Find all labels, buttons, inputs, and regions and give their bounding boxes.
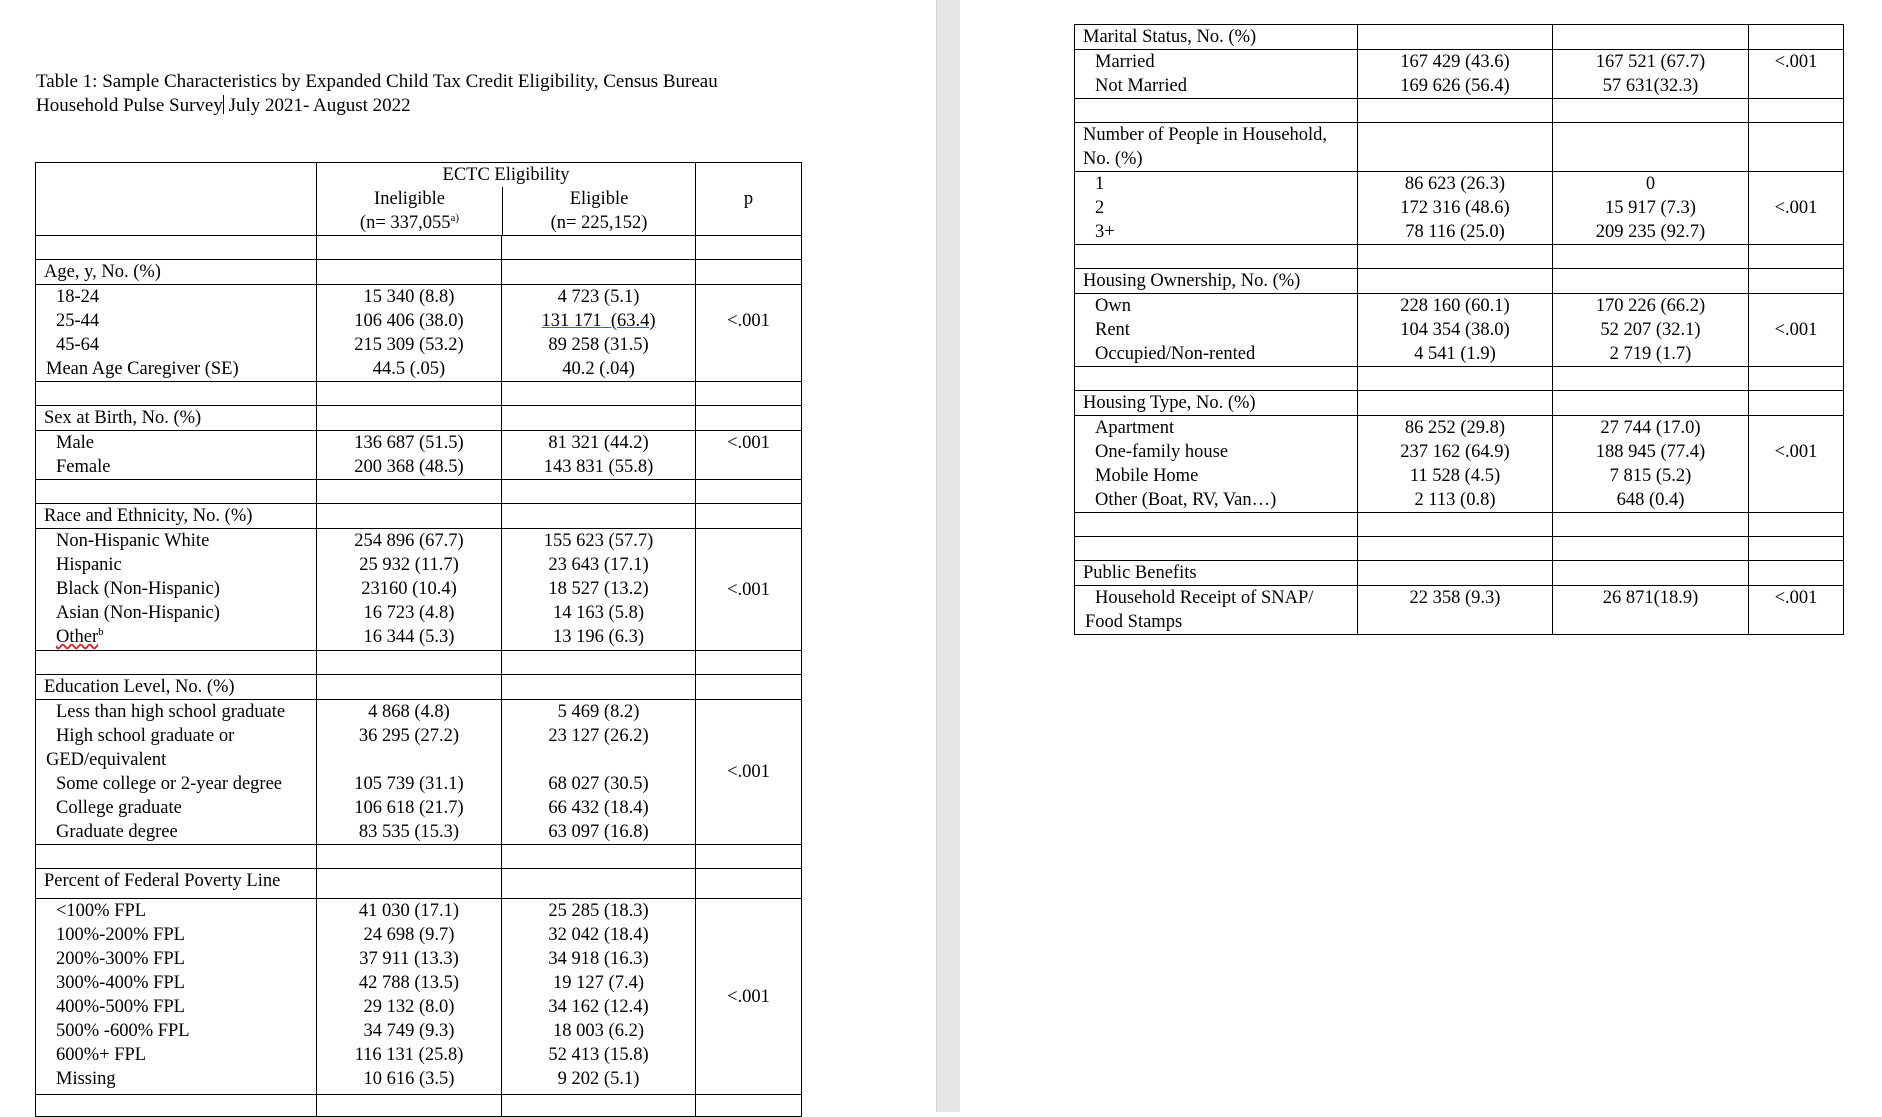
section-title-ownership: Housing Ownership, No. (%) bbox=[1075, 269, 1358, 294]
characteristics-table-right bbox=[1074, 24, 1844, 635]
section-title-sex: Sex at Birth, No. (%) bbox=[36, 406, 317, 431]
p-value-education: <.001 bbox=[696, 700, 802, 845]
section-body-benefits: Household Receipt of SNAP/ Food Stamps 22 358 (9.3) 26 871(18.9) <.001 bbox=[1075, 586, 1844, 635]
header-eligible: Eligible (n= 225,152) bbox=[550, 189, 648, 233]
section-body-housing-type: Apartment One-family house Mobile Home Other (Boat, RV, Van…) 86 252 (29.8) 237 162 (64.9) 11 528 (4.5) 2 113 (0.8) 27 744 (17.0) 188 945 (77.4) 7 815 (5.2) 648 (0.4) <.001 bbox=[1075, 416, 1844, 513]
section-title-marital: Marital Status, No. (%) bbox=[1075, 25, 1358, 50]
section-body-household: 1 2 3+ 86 623 (26.3) 172 316 (48.6) 78 116 (25.0) 0 15 917 (7.3) 209 235 (92.7) <.001 bbox=[1075, 172, 1844, 245]
section-body-education: Less than high school graduate High school graduate or GED/equivalent Some college or 2-year degree College graduate Graduate degree 4 868 (4.8) 36 295 (27.2) 105 739 (31.1) 106 618 (21.7) 83 535 (15.3) 5 469 (8.2) 23 127 (26.2) 68 027 (30.5) 66 432 (18.4) 63 097 (16.8) <.001 bbox=[36, 700, 802, 845]
caption-line-1: Table 1: Sample Characteristics by Expanded Child Tax Credit Eligibility, Census Bureau bbox=[36, 71, 718, 92]
header-empty-cell bbox=[36, 163, 317, 236]
p-value-age: <.001 bbox=[696, 285, 802, 382]
p-value-benefits: <.001 bbox=[1749, 586, 1844, 635]
p-value-race: <.001 bbox=[696, 529, 802, 651]
section-title-housing-type: Housing Type, No. (%) bbox=[1075, 391, 1358, 416]
p-value-household: <.001 bbox=[1749, 172, 1844, 245]
p-value-ownership: <.001 bbox=[1749, 294, 1844, 367]
section-title-benefits: Public Benefits bbox=[1075, 561, 1358, 586]
section-body-sex: Male Female 136 687 (51.5) 200 368 (48.5) 81 321 (44.2) 143 831 (55.8) <.001 bbox=[36, 431, 802, 480]
p-value-sex: <.001 bbox=[696, 431, 802, 480]
section-title-household: Number of People in Household, No. (%) bbox=[1075, 123, 1358, 172]
section-title-race: Race and Ethnicity, No. (%) bbox=[36, 504, 317, 529]
section-body-marital: Married Not Married 167 429 (43.6) 169 626 (56.4) 167 521 (67.7) 57 631(32.3) <.001 bbox=[1075, 50, 1844, 99]
section-title-fpl: Percent of Federal Poverty Line bbox=[36, 869, 317, 899]
header-ectc-eligibility bbox=[317, 163, 696, 236]
header-group-label: ECTC Eligibility bbox=[442, 165, 570, 185]
page-gap bbox=[936, 0, 962, 1112]
section-title-row bbox=[36, 260, 802, 285]
header-p: p bbox=[696, 163, 802, 236]
p-value-marital: <.001 bbox=[1749, 50, 1844, 99]
p-value-housing-type: <.001 bbox=[1749, 416, 1844, 513]
section-body-fpl: <100% FPL 100%-200% FPL 200%-300% FPL 300%-400% FPL 400%-500% FPL 500% -600% FPL 600%+ FPL Missing 41 030 (17.1) 24 698 (9.7) 37 911 (13.3) 42 788 (13.5) 29 132 (8.0) 34 749 (9.3) 116 131 (25.8) 10 616 (3.5) 25 285 (18.3) 32 042 (18.4) 34 918 (16.3) 19 127 (7.4) 34 162 (12.4) 18 003 (6.2) 52 413 (15.8) 9 202 (5.1) <.001 bbox=[36, 899, 802, 1095]
characteristics-table-left bbox=[35, 162, 802, 1117]
section-title-age: Age, y, No. (%) bbox=[36, 260, 317, 285]
document-page-left bbox=[0, 0, 936, 1112]
p-value-fpl: <.001 bbox=[696, 899, 802, 1095]
table-caption bbox=[36, 70, 718, 118]
table-header-row bbox=[36, 163, 802, 236]
section-body-ownership: Own Rent Occupied/Non-rented 228 160 (60.1) 104 354 (38.0) 4 541 (1.9) 170 226 (66.2) 52 207 (32.1) 2 719 (1.7) <.001 bbox=[1075, 294, 1844, 367]
section-title-education: Education Level, No. (%) bbox=[36, 675, 317, 700]
caption-line-2: Household Pulse Survey July 2021- August 2022 bbox=[36, 95, 411, 116]
section-body-age: 18-24 25-44 45-64 Mean Age Caregiver (SE) 15 340 (8.8) 106 406 (38.0) 215 309 (53.2) 44.5 (.05) 4 723 (5.1) 131 171 (63.4) 89 258 (31.5) 40.2 (.04) <.001 bbox=[36, 285, 802, 382]
section-body-race: Non-Hispanic White Hispanic Black (Non-Hispanic) Asian (Non-Hispanic) Other$^b$ 254 896 (67.7) 25 932 (11.7) 23160 (10.4) 16 723 (4.8) 16 344 (5.3) 155 623 (57.7) 23 643 (17.1) 18 527 (13.2) 14 163 (5.8) 13 196 (6.3) <.001 bbox=[36, 529, 802, 651]
document-page-right bbox=[960, 0, 1882, 1112]
header-ineligible: Ineligible ($n= 337,055^{a)}$ bbox=[317, 187, 503, 235]
